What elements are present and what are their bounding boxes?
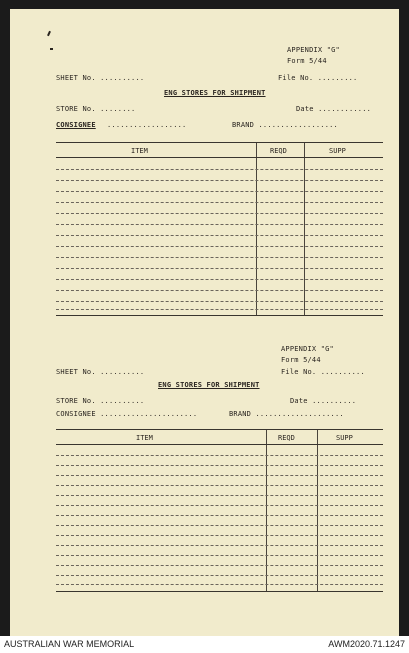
table-row [56, 257, 383, 258]
table-row [56, 545, 383, 546]
table-row [56, 213, 383, 214]
table-row [56, 290, 383, 291]
header-rule [56, 157, 383, 158]
table-row [56, 455, 383, 456]
archive-name: AUSTRALIAN WAR MEMORIAL [4, 639, 135, 649]
form-title: ENG STORES FOR SHIPMENT [158, 381, 260, 389]
reqd-column-header: REQD [270, 147, 287, 155]
table-row [56, 485, 383, 486]
sheet-no-field: SHEET No. .......... [56, 368, 145, 376]
table-row [56, 224, 383, 225]
appendix-label: APPENDIX "G" [281, 345, 334, 353]
table-row [56, 475, 383, 476]
reqd-column-header: REQD [278, 434, 295, 442]
table-row [56, 525, 383, 526]
table-row [56, 191, 383, 192]
table-row [56, 268, 383, 269]
archive-footer [0, 636, 409, 653]
appendix-label: APPENDIX "G" [287, 46, 340, 54]
table-row [56, 246, 383, 247]
store-no-field: STORE No. ........ [56, 105, 136, 113]
brand-field: BRAND .................... [229, 410, 344, 418]
table-row [56, 575, 383, 576]
date-field: Date .......... [290, 397, 357, 405]
file-no-field: File No. .......... [281, 368, 365, 376]
table-row [56, 202, 383, 203]
form-title: ENG STORES FOR SHIPMENT [164, 89, 266, 97]
supp-column-header: SUPP [329, 147, 346, 155]
form-number: Form 5/44 [287, 57, 327, 65]
document-page [10, 9, 399, 636]
table-row [56, 169, 383, 170]
table-row [56, 515, 383, 516]
sheet-no-field: SHEET No. .......... [56, 74, 145, 82]
pen-mark [50, 48, 53, 50]
table-row [56, 180, 383, 181]
table-row [56, 301, 383, 302]
item-column-header: ITEM [136, 434, 153, 442]
table-row [56, 309, 383, 310]
table-row [56, 535, 383, 536]
file-no-field: File No. ......... [278, 74, 358, 82]
items-table [56, 429, 383, 592]
table-row [56, 505, 383, 506]
items-table [56, 142, 383, 316]
consignee-label: CONSIGNEE [56, 121, 96, 129]
item-column-header: ITEM [131, 147, 148, 155]
table-row [56, 465, 383, 466]
form-number: Form 5/44 [281, 356, 321, 364]
date-field: Date ............ [296, 105, 372, 113]
table-row [56, 495, 383, 496]
supp-column-header: SUPP [336, 434, 353, 442]
catalogue-number: AWM2020.71.1247 [328, 639, 405, 649]
consignee-dots: .................. [107, 121, 187, 129]
table-row [56, 235, 383, 236]
store-no-field: STORE No. .......... [56, 397, 145, 405]
table-row [56, 555, 383, 556]
pen-mark [47, 31, 51, 36]
brand-field: BRAND .................. [232, 121, 338, 129]
header-rule [56, 444, 383, 445]
table-row [56, 279, 383, 280]
table-row [56, 584, 383, 585]
consignee-field: CONSIGNEE ...................... [56, 410, 198, 418]
table-row [56, 565, 383, 566]
